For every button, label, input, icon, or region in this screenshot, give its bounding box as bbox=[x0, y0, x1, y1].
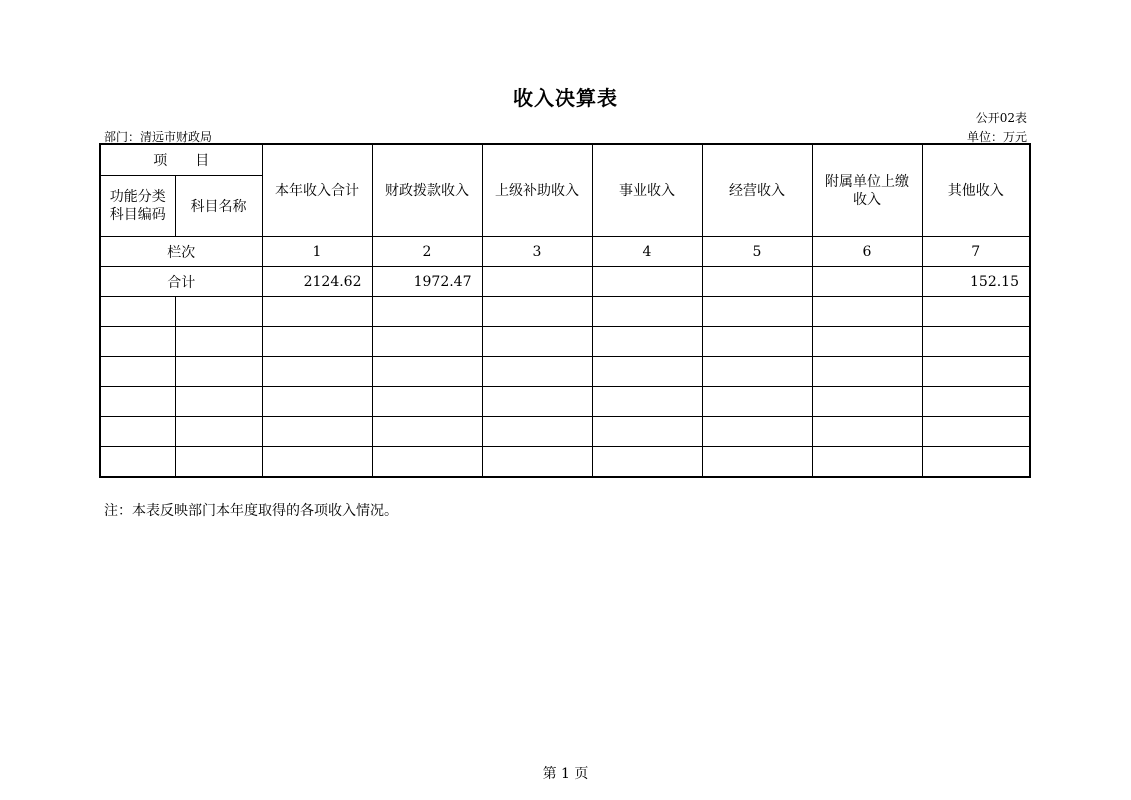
header-item: 项 目 bbox=[100, 144, 262, 176]
income-table bbox=[99, 143, 1031, 478]
empty-cell bbox=[262, 327, 372, 357]
empty-cell bbox=[702, 387, 812, 417]
empty-cell bbox=[812, 387, 922, 417]
empty-cell bbox=[922, 327, 1030, 357]
empty-cell bbox=[175, 417, 262, 447]
total-cell: 1972.47 bbox=[372, 267, 482, 297]
empty-cell bbox=[482, 417, 592, 447]
empty-cell bbox=[100, 297, 175, 327]
table-row bbox=[100, 297, 1030, 327]
index-row bbox=[100, 237, 1030, 267]
empty-cell bbox=[175, 327, 262, 357]
total-cell bbox=[482, 267, 592, 297]
page-number: 第 1 页 bbox=[542, 766, 589, 782]
empty-cell bbox=[262, 447, 372, 478]
empty-cell bbox=[482, 327, 592, 357]
empty-cell bbox=[372, 327, 482, 357]
empty-cell bbox=[100, 447, 175, 478]
empty-cell bbox=[922, 417, 1030, 447]
total-cell: 152.15 bbox=[922, 267, 1030, 297]
form-number: 公开02表 bbox=[975, 111, 1027, 125]
empty-cell bbox=[372, 417, 482, 447]
empty-cell bbox=[262, 387, 372, 417]
empty-cell bbox=[702, 447, 812, 478]
empty-cell bbox=[372, 447, 482, 478]
empty-cell bbox=[100, 417, 175, 447]
total-cell bbox=[702, 267, 812, 297]
table-row bbox=[100, 417, 1030, 447]
header-col-2: 财政拨款收入 bbox=[372, 144, 482, 237]
empty-cell bbox=[372, 357, 482, 387]
header-func-code: 功能分类科目编码 bbox=[100, 176, 175, 237]
empty-cell bbox=[812, 357, 922, 387]
empty-cell bbox=[175, 297, 262, 327]
index-cell: 6 bbox=[812, 237, 922, 267]
table-row bbox=[100, 357, 1030, 387]
empty-cell bbox=[702, 297, 812, 327]
header-col-5: 经营收入 bbox=[702, 144, 812, 237]
index-cell: 2 bbox=[372, 237, 482, 267]
header-col-4: 事业收入 bbox=[592, 144, 702, 237]
empty-cell bbox=[702, 327, 812, 357]
empty-cell bbox=[702, 417, 812, 447]
empty-cell bbox=[702, 357, 812, 387]
header-subject-name: 科目名称 bbox=[175, 176, 262, 237]
table-row bbox=[100, 447, 1030, 478]
empty-cell bbox=[922, 357, 1030, 387]
empty-cell bbox=[100, 357, 175, 387]
empty-cell bbox=[592, 447, 702, 478]
table-row bbox=[100, 327, 1030, 357]
index-cell: 3 bbox=[482, 237, 592, 267]
total-row bbox=[100, 267, 1030, 297]
empty-cell bbox=[372, 297, 482, 327]
table-note: 注：本表反映部门本年度取得的各项收入情况。 bbox=[104, 503, 398, 519]
index-cell: 7 bbox=[922, 237, 1030, 267]
empty-cell bbox=[812, 447, 922, 478]
empty-cell bbox=[262, 417, 372, 447]
header-col-3: 上级补助收入 bbox=[482, 144, 592, 237]
index-cell: 1 bbox=[262, 237, 372, 267]
index-cell: 4 bbox=[592, 237, 702, 267]
header-col-1: 本年收入合计 bbox=[262, 144, 372, 237]
empty-cell bbox=[100, 327, 175, 357]
department-label: 部门：清远市财政局 bbox=[104, 130, 213, 144]
empty-cell bbox=[922, 297, 1030, 327]
total-cell bbox=[592, 267, 702, 297]
empty-cell bbox=[175, 447, 262, 478]
empty-cell bbox=[812, 417, 922, 447]
index-row-label: 栏次 bbox=[100, 237, 262, 267]
empty-cell bbox=[262, 297, 372, 327]
empty-cell bbox=[592, 387, 702, 417]
total-cell: 2124.62 bbox=[262, 267, 372, 297]
empty-cell bbox=[812, 327, 922, 357]
empty-cell bbox=[592, 357, 702, 387]
empty-cell bbox=[175, 387, 262, 417]
header-col-7: 其他收入 bbox=[922, 144, 1030, 237]
table-row bbox=[100, 387, 1030, 417]
empty-cell bbox=[482, 387, 592, 417]
empty-cell bbox=[482, 447, 592, 478]
total-cell bbox=[812, 267, 922, 297]
empty-cell bbox=[372, 387, 482, 417]
total-row-label: 合计 bbox=[100, 267, 262, 297]
empty-cell bbox=[922, 447, 1030, 478]
index-cell: 5 bbox=[702, 237, 812, 267]
unit-label: 单位：万元 bbox=[966, 130, 1027, 144]
empty-cell bbox=[482, 297, 592, 327]
empty-cell bbox=[482, 357, 592, 387]
empty-cell bbox=[592, 297, 702, 327]
page-title: 收入决算表 bbox=[513, 86, 618, 110]
empty-cell bbox=[100, 387, 175, 417]
empty-cell bbox=[592, 327, 702, 357]
empty-cell bbox=[812, 297, 922, 327]
empty-cell bbox=[592, 417, 702, 447]
empty-cell bbox=[262, 357, 372, 387]
header-col-6: 附属单位上缴收入 bbox=[812, 144, 922, 237]
empty-cell bbox=[175, 357, 262, 387]
header-row-1 bbox=[100, 144, 1030, 176]
empty-cell bbox=[922, 387, 1030, 417]
